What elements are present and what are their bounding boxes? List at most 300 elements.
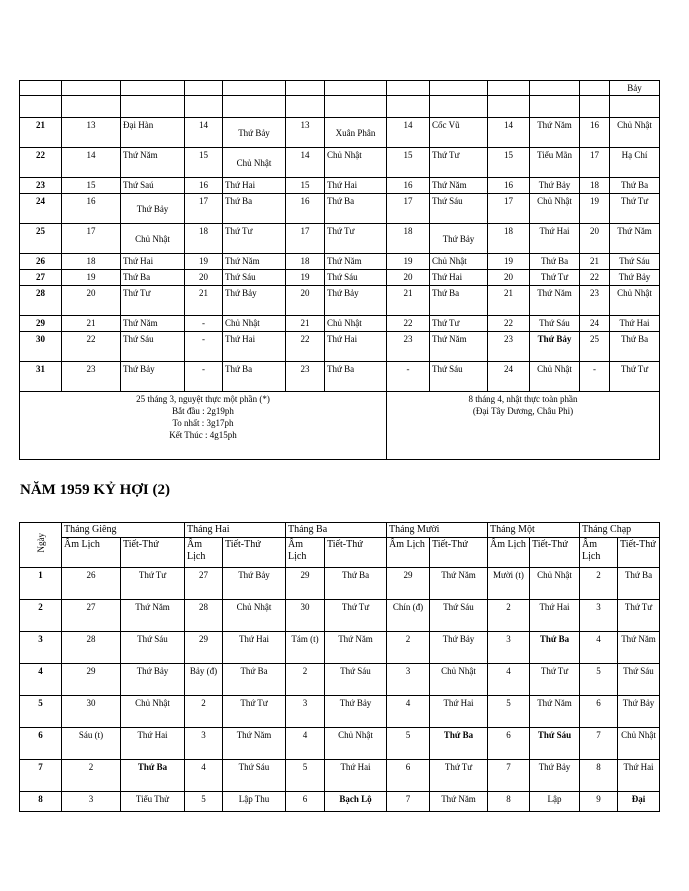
table-cell: Thứ Bảy xyxy=(223,118,286,148)
table-cell: Thứ Bảy xyxy=(610,270,660,286)
table-cell: Thứ Hai xyxy=(223,178,286,194)
table-cell: 18 xyxy=(185,224,223,254)
table-cell: 4 xyxy=(20,664,62,696)
table-row xyxy=(20,224,660,254)
header-cell xyxy=(488,81,530,96)
table-cell: Thứ Bảy xyxy=(325,696,387,728)
eclipse-note-right xyxy=(387,392,660,460)
table-cell: Thứ Ba xyxy=(325,362,387,392)
table-cell: 27 xyxy=(62,600,121,632)
sub-header: Âm Lịch xyxy=(387,538,430,568)
table-cell: Thứ Tư xyxy=(530,664,580,696)
table-row xyxy=(20,148,660,178)
table-cell: Thứ Tư xyxy=(530,270,580,286)
table-cell: 3 xyxy=(185,728,223,760)
table-cell: Chín (đ) xyxy=(387,600,430,632)
table-cell: 8 xyxy=(580,760,618,792)
table-cell: 18 xyxy=(580,178,610,194)
table-cell: 21 xyxy=(62,316,121,332)
table-row xyxy=(20,632,660,664)
table-cell: 25 xyxy=(20,224,62,254)
table-cell: 6 xyxy=(387,760,430,792)
table-cell: Thứ Hai xyxy=(121,728,185,760)
header-cell xyxy=(387,96,430,118)
sub-header: Âm Lịch xyxy=(580,538,618,568)
table-cell: Chủ Nhật xyxy=(530,194,580,224)
table-cell: Thứ Bảy xyxy=(121,664,185,696)
table-cell: 24 xyxy=(580,316,610,332)
table-cell: 26 xyxy=(20,254,62,270)
table-cell: Thứ Sáu xyxy=(430,194,488,224)
table-cell: 2 xyxy=(387,632,430,664)
table-cell: Thứ Tư xyxy=(430,148,488,178)
month-header: Tháng Giêng xyxy=(62,523,185,538)
note-line: (Đại Tây Dương, Châu Phi) xyxy=(472,406,574,416)
table-cell: 22 xyxy=(286,332,325,362)
table-cell: Sáu (t) xyxy=(62,728,121,760)
table-cell: 19 xyxy=(185,254,223,270)
note-line: 25 tháng 3, nguyệt thực một phần (*) xyxy=(136,394,270,404)
header-cell xyxy=(580,96,610,118)
table-cell: 6 xyxy=(286,792,325,812)
table-cell: 16 xyxy=(185,178,223,194)
table-cell: 29 xyxy=(286,568,325,600)
header-cell xyxy=(185,81,223,96)
table-cell: 28 xyxy=(185,600,223,632)
table-cell: Thứ Bảy xyxy=(325,286,387,316)
table-cell: 19 xyxy=(580,194,610,224)
sub-header: Âm Lịch xyxy=(62,538,121,568)
table-cell: Thứ Hai xyxy=(325,760,387,792)
table-cell: 17 xyxy=(387,194,430,224)
table-cell: 19 xyxy=(62,270,121,286)
note-row xyxy=(20,392,660,460)
table-cell: 16 xyxy=(488,178,530,194)
table-cell: Chủ Nhật xyxy=(223,316,286,332)
table-cell: 21 xyxy=(488,286,530,316)
table-row xyxy=(20,270,660,286)
table-cell: 22 xyxy=(20,148,62,178)
header-row xyxy=(20,96,660,118)
calendar-table-1 xyxy=(19,80,660,460)
table-cell: Thứ Năm xyxy=(430,792,488,812)
table-cell: Thứ Ba xyxy=(121,760,185,792)
table-cell: 5 xyxy=(20,696,62,728)
header-cell xyxy=(430,81,488,96)
table-cell: 15 xyxy=(286,178,325,194)
table-cell: 2 xyxy=(20,600,62,632)
table-cell: 23 xyxy=(20,178,62,194)
table-cell: Chủ Nhật xyxy=(430,254,488,270)
table-cell: 19 xyxy=(387,254,430,270)
table-row xyxy=(20,792,660,812)
header-cell xyxy=(121,96,185,118)
table-cell: 29 xyxy=(20,316,62,332)
table-row xyxy=(20,728,660,760)
header-cell xyxy=(325,81,387,96)
header-cell xyxy=(387,81,430,96)
table-row xyxy=(20,118,660,148)
table-cell: Thứ Bảy xyxy=(530,760,580,792)
table-cell: 5 xyxy=(488,696,530,728)
table-cell: 5 xyxy=(185,792,223,812)
table-cell: Thứ Tư xyxy=(610,362,660,392)
table-cell: 23 xyxy=(580,286,610,316)
note-line: Kết Thúc : 4g15ph xyxy=(169,430,237,440)
table-cell: Thứ Bảy xyxy=(223,286,286,316)
sub-header: Âm Lịch xyxy=(185,538,223,568)
table-cell: Thứ Hai xyxy=(430,696,488,728)
table-cell: 18 xyxy=(488,224,530,254)
table-cell: Thứ Ba xyxy=(121,270,185,286)
eclipse-note-left xyxy=(20,392,387,460)
table-cell: Bảy (đ) xyxy=(185,664,223,696)
table-cell: Thứ Hai xyxy=(530,600,580,632)
table-row xyxy=(20,316,660,332)
table-cell: 5 xyxy=(286,760,325,792)
header-cell xyxy=(223,81,286,96)
table-cell: 3 xyxy=(286,696,325,728)
table-row xyxy=(20,332,660,362)
table-cell: 2 xyxy=(488,600,530,632)
table-cell: 8 xyxy=(488,792,530,812)
table-cell: 24 xyxy=(20,194,62,224)
table-cell: Thứ Tư xyxy=(223,224,286,254)
table-cell: 24 xyxy=(488,362,530,392)
table-cell: 23 xyxy=(286,362,325,392)
section-title: NĂM 1959 KỶ HỢI (2) xyxy=(20,482,170,498)
table-cell: 30 xyxy=(286,600,325,632)
table-cell: 19 xyxy=(286,270,325,286)
table-cell: 7 xyxy=(580,728,618,760)
table-cell: 13 xyxy=(286,118,325,148)
header-cell xyxy=(20,81,62,96)
table-cell: Thứ Bảy xyxy=(223,568,286,600)
month-header: Tháng Ba xyxy=(286,523,387,538)
table-row xyxy=(20,286,660,316)
table-row xyxy=(20,178,660,194)
table-cell: Chủ Nhật xyxy=(610,118,660,148)
table-cell: 16 xyxy=(580,118,610,148)
table-cell: 27 xyxy=(185,568,223,600)
table-row xyxy=(20,568,660,600)
table-cell: 7 xyxy=(20,760,62,792)
table-cell: Xuân Phân xyxy=(325,118,387,148)
table-cell: 14 xyxy=(62,148,121,178)
table-cell: Thứ Năm xyxy=(121,316,185,332)
table-cell: Lập xyxy=(530,792,580,812)
table-cell: 29 xyxy=(62,664,121,696)
header-row xyxy=(20,81,660,96)
table-cell: 9 xyxy=(580,792,618,812)
table-cell: Thứ Ba xyxy=(325,194,387,224)
table-cell: Thứ Ba xyxy=(223,194,286,224)
table-cell: 20 xyxy=(286,286,325,316)
table-cell: Thứ Sáu xyxy=(325,664,387,696)
table-cell: Thứ Hai xyxy=(610,316,660,332)
table-cell: Thứ Năm xyxy=(530,696,580,728)
table-cell: Chủ Nhật xyxy=(618,728,660,760)
table-cell: - xyxy=(185,332,223,362)
table-cell: - xyxy=(580,362,610,392)
table-cell: Thứ Sáu xyxy=(530,728,580,760)
table-cell: 15 xyxy=(488,148,530,178)
table-cell: Thứ Sáu xyxy=(430,362,488,392)
table-cell: Thứ Bảy xyxy=(618,696,660,728)
table-row xyxy=(20,254,660,270)
header-cell xyxy=(430,96,488,118)
table-cell: 16 xyxy=(286,194,325,224)
header-cell xyxy=(121,81,185,96)
table-cell: 28 xyxy=(20,286,62,316)
table-cell: Cốc Vũ xyxy=(430,118,488,148)
table-cell: 14 xyxy=(185,118,223,148)
table-cell: Thứ Năm xyxy=(223,254,286,270)
table-cell: Chủ Nhật xyxy=(530,568,580,600)
month-header: Tháng Hai xyxy=(185,523,286,538)
sub-header: Tiết-Thứ xyxy=(430,538,488,568)
table-cell: Thứ Tư xyxy=(223,696,286,728)
header-cell xyxy=(20,96,62,118)
table-cell: Thứ Năm xyxy=(618,632,660,664)
table-cell: 29 xyxy=(185,632,223,664)
table-cell: Thứ Bảy xyxy=(430,632,488,664)
table-cell: Thứ Năm xyxy=(325,632,387,664)
table-cell: Thứ Tư xyxy=(121,568,185,600)
table-cell: 18 xyxy=(286,254,325,270)
table-cell: Thứ Saú xyxy=(121,178,185,194)
table-cell: 5 xyxy=(387,728,430,760)
table-cell: 21 xyxy=(286,316,325,332)
table-cell: 1 xyxy=(20,568,62,600)
table-cell: 17 xyxy=(62,224,121,254)
calendar-table-2 xyxy=(19,522,660,812)
table-cell: Chủ Nhật xyxy=(610,286,660,316)
sub-header: Tiết-Thứ xyxy=(121,538,185,568)
table-cell: Hạ Chí xyxy=(610,148,660,178)
table-cell: 8 xyxy=(20,792,62,812)
table-row xyxy=(20,362,660,392)
table-cell: Chủ Nhật xyxy=(223,600,286,632)
table-cell: Thứ Năm xyxy=(430,332,488,362)
table-cell: Thứ Ba xyxy=(530,632,580,664)
table-cell: 29 xyxy=(387,568,430,600)
header-cell xyxy=(580,81,610,96)
header-cell xyxy=(530,81,580,96)
table-cell: - xyxy=(387,362,430,392)
table-cell: Chủ Nhật xyxy=(121,224,185,254)
table-cell: Thứ Năm xyxy=(530,286,580,316)
table-cell: 20 xyxy=(387,270,430,286)
table-cell: 20 xyxy=(580,224,610,254)
table-cell: Thứ Ba xyxy=(430,286,488,316)
table-cell: Lập Thu xyxy=(223,792,286,812)
table-cell: 30 xyxy=(20,332,62,362)
table-cell: 2 xyxy=(580,568,618,600)
sub-header-row xyxy=(20,538,660,568)
header-cell xyxy=(185,96,223,118)
table-cell: Thứ Sáu xyxy=(325,270,387,286)
table-cell: Thứ Ba xyxy=(610,332,660,362)
table-cell: Thứ Tư xyxy=(618,600,660,632)
table-cell: Đại Hàn xyxy=(121,118,185,148)
table-cell: Thứ Ba xyxy=(430,728,488,760)
table-cell: Thứ Sáu xyxy=(618,664,660,696)
table-cell: 6 xyxy=(488,728,530,760)
note-line: 8 tháng 4, nhật thực toàn phần xyxy=(468,394,578,404)
table-cell: 20 xyxy=(185,270,223,286)
table-cell: 21 xyxy=(20,118,62,148)
table-cell: 31 xyxy=(20,362,62,392)
table-cell: Thứ Năm xyxy=(325,254,387,270)
table-cell: 23 xyxy=(387,332,430,362)
sub-header: Tiết-Thứ xyxy=(618,538,660,568)
table-cell: 17 xyxy=(286,224,325,254)
table-cell: Thứ Hai xyxy=(530,224,580,254)
table-cell: Tiểu Thử xyxy=(121,792,185,812)
table-cell: Thứ Tư xyxy=(430,760,488,792)
table-cell: 27 xyxy=(20,270,62,286)
header-cell xyxy=(286,81,325,96)
header-cell xyxy=(286,96,325,118)
table-cell: 21 xyxy=(387,286,430,316)
sub-header: Âm Lịch xyxy=(488,538,530,568)
table-cell: Thứ Hai xyxy=(223,332,286,362)
header-cell xyxy=(530,96,580,118)
table-cell: 15 xyxy=(185,148,223,178)
table-cell: 4 xyxy=(387,696,430,728)
table-cell: Thứ Bảy xyxy=(121,194,185,224)
table-cell: 19 xyxy=(488,254,530,270)
table-cell: 21 xyxy=(580,254,610,270)
table-cell: 4 xyxy=(580,632,618,664)
table-cell: 14 xyxy=(488,118,530,148)
header-cell xyxy=(325,96,387,118)
table-cell: Thứ Bảy xyxy=(121,362,185,392)
table-cell: 16 xyxy=(62,194,121,224)
header-cell xyxy=(610,96,660,118)
table-cell: Thứ Sáu xyxy=(430,600,488,632)
table-cell: 7 xyxy=(387,792,430,812)
table-cell: 3 xyxy=(62,792,121,812)
table-cell: 30 xyxy=(62,696,121,728)
table-cell: Thứ Năm xyxy=(430,178,488,194)
table-cell: Thứ Bảy xyxy=(530,178,580,194)
table-cell: Thứ Năm xyxy=(121,148,185,178)
table-cell: 6 xyxy=(580,696,618,728)
table-cell: Thứ Sáu xyxy=(223,760,286,792)
table-cell: 15 xyxy=(62,178,121,194)
table-cell: Thứ Sáu xyxy=(121,632,185,664)
table-cell: Thứ Hai xyxy=(121,254,185,270)
table-cell: - xyxy=(185,316,223,332)
sub-header: Tiết-Thứ xyxy=(223,538,286,568)
header-cell xyxy=(223,96,286,118)
day-header xyxy=(20,523,62,568)
table-cell: 20 xyxy=(488,270,530,286)
table-cell: 6 xyxy=(20,728,62,760)
table-cell: Chủ Nhật xyxy=(223,148,286,178)
sub-header: Tiết-Thứ xyxy=(530,538,580,568)
table-cell: 4 xyxy=(286,728,325,760)
table-cell: Thứ Sáu xyxy=(530,316,580,332)
table-cell: 5 xyxy=(580,664,618,696)
month-header: Tháng Mười xyxy=(387,523,488,538)
table-cell: Thứ Sáu xyxy=(223,270,286,286)
table-cell: Thứ Hai xyxy=(325,178,387,194)
table-cell: 18 xyxy=(387,224,430,254)
table-cell: 13 xyxy=(62,118,121,148)
table-cell: 16 xyxy=(387,178,430,194)
table-cell: Thứ Hai xyxy=(223,632,286,664)
header-cell xyxy=(488,96,530,118)
table-row xyxy=(20,194,660,224)
table-cell: Thứ Năm xyxy=(430,568,488,600)
table-cell: 20 xyxy=(62,286,121,316)
day-header-label: Ngày xyxy=(35,533,46,553)
table-cell: Thứ Ba xyxy=(618,568,660,600)
table-cell: Thứ Năm xyxy=(610,224,660,254)
table-cell: 22 xyxy=(62,332,121,362)
table-cell: Thứ Tư xyxy=(325,224,387,254)
table-cell: 3 xyxy=(387,664,430,696)
table-cell: 23 xyxy=(488,332,530,362)
table-cell: Thứ Năm xyxy=(530,118,580,148)
table-cell: Bạch Lộ xyxy=(325,792,387,812)
table-cell: 4 xyxy=(185,760,223,792)
table-cell: 2 xyxy=(286,664,325,696)
table-cell: 22 xyxy=(387,316,430,332)
table-cell: 23 xyxy=(62,362,121,392)
table-cell: Thứ Sáu xyxy=(121,332,185,362)
note-line: To nhất : 3g17ph xyxy=(172,418,234,428)
table-cell: Thứ Tư xyxy=(121,286,185,316)
table-cell: Tiểu Mãn xyxy=(530,148,580,178)
table-cell: 15 xyxy=(387,148,430,178)
table-cell: Thứ Ba xyxy=(223,362,286,392)
table-row xyxy=(20,600,660,632)
table-cell: Thứ Ba xyxy=(223,664,286,696)
table-cell: 22 xyxy=(580,270,610,286)
table-cell: Thứ Bảy xyxy=(430,224,488,254)
table-cell: 17 xyxy=(185,194,223,224)
table-cell: Tám (t) xyxy=(286,632,325,664)
sub-header: Tiết-Thứ xyxy=(325,538,387,568)
table-cell: 4 xyxy=(488,664,530,696)
table-cell: 3 xyxy=(580,600,618,632)
table-row xyxy=(20,664,660,696)
table-cell: 28 xyxy=(62,632,121,664)
table-cell: Thứ Hai xyxy=(325,332,387,362)
table-cell: Thứ Tư xyxy=(430,316,488,332)
table-cell: Chủ Nhật xyxy=(530,362,580,392)
table-cell: 25 xyxy=(580,332,610,362)
table-row xyxy=(20,760,660,792)
table-cell: 3 xyxy=(488,632,530,664)
table-cell: 3 xyxy=(20,632,62,664)
table-cell: Đại xyxy=(618,792,660,812)
sub-header: Âm Lịch xyxy=(286,538,325,568)
month-header-row xyxy=(20,523,660,538)
table-cell: 17 xyxy=(488,194,530,224)
table-cell: Chủ Nhật xyxy=(121,696,185,728)
table-cell: Thứ Ba xyxy=(325,568,387,600)
table-cell: 14 xyxy=(387,118,430,148)
table-cell: Thứ Tư xyxy=(610,194,660,224)
note-line: Bắt đầu : 2g19ph xyxy=(172,406,234,416)
table-cell: 7 xyxy=(488,760,530,792)
table-cell: - xyxy=(185,362,223,392)
